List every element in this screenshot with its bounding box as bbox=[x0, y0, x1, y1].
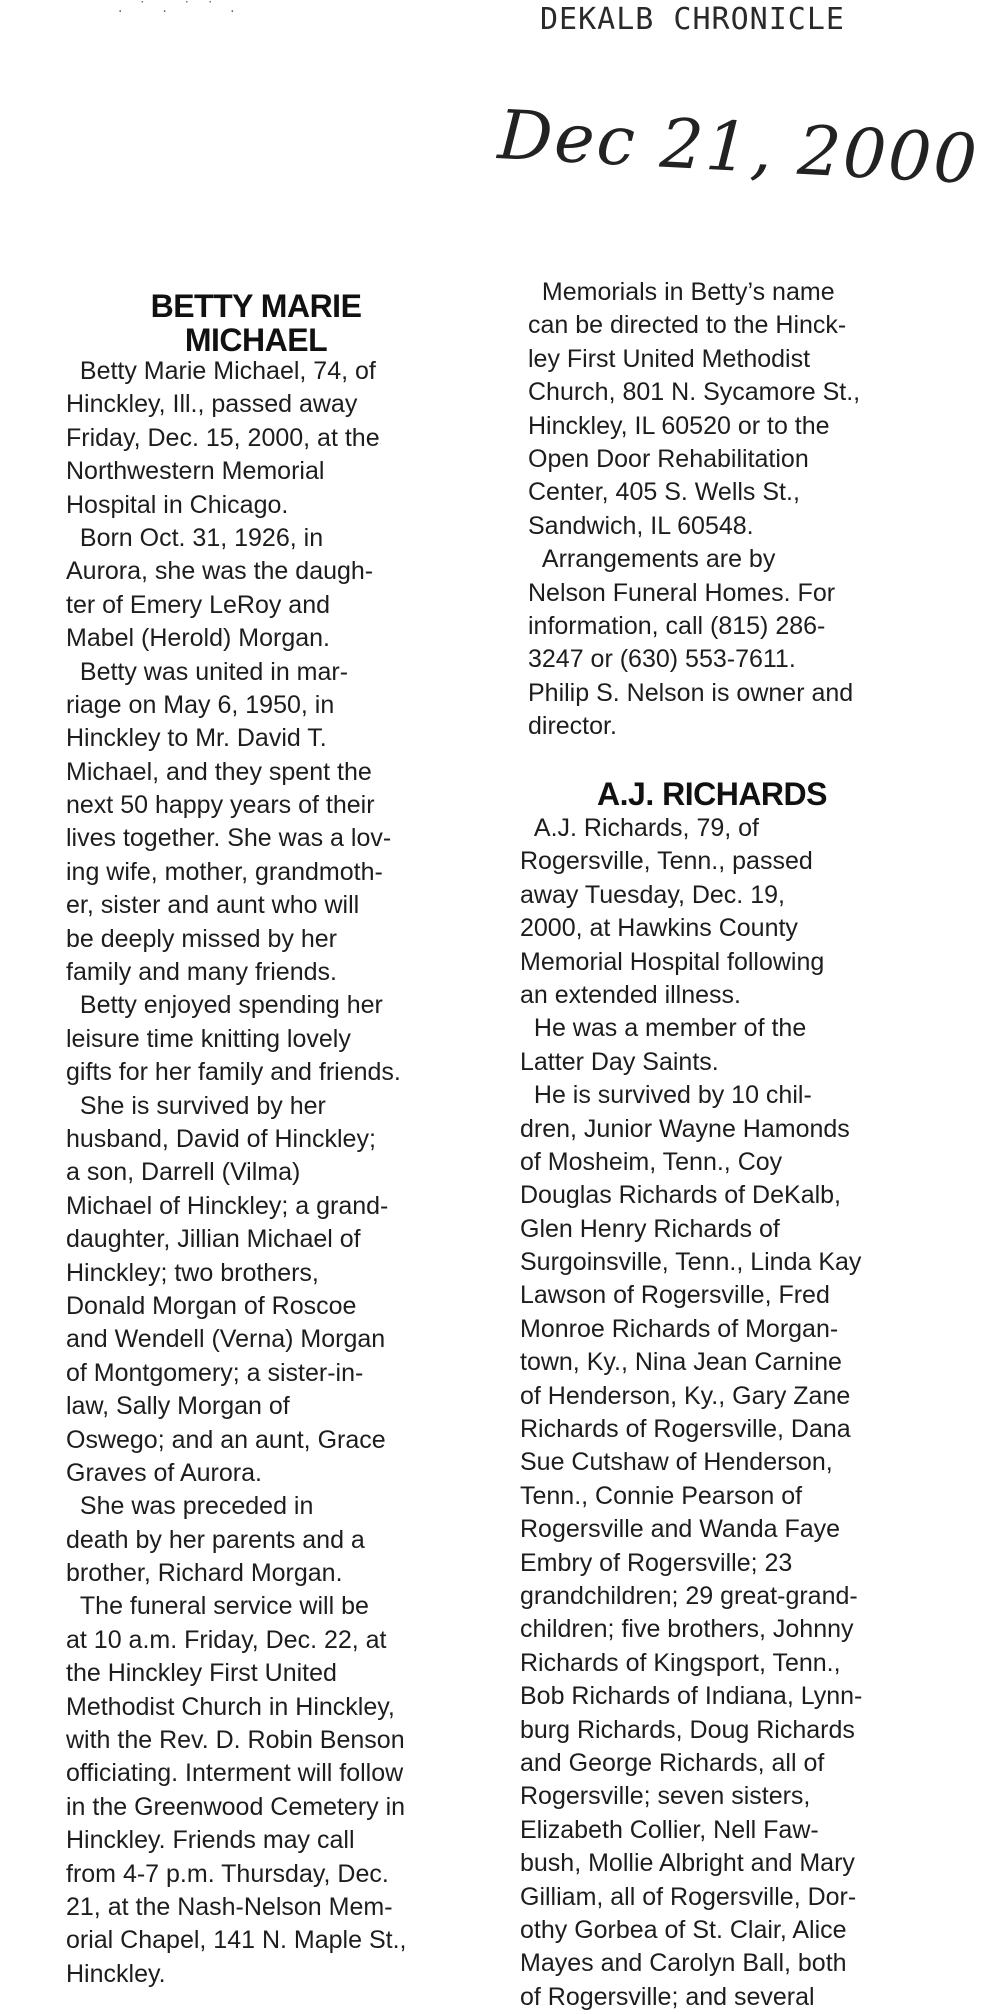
text-line: away Tuesday, Dec. 19, bbox=[520, 880, 785, 909]
text-line: can be directed to the Hinck- bbox=[528, 311, 847, 340]
text-line: and George Richards, all of bbox=[520, 1748, 825, 1777]
text-line: Methodist Church in Hinckley, bbox=[66, 1692, 395, 1721]
text-line: law, Sally Morgan of bbox=[66, 1392, 290, 1421]
text-line: Rogersville and Wanda Faye bbox=[520, 1515, 841, 1544]
text-line: Douglas Richards of DeKalb, bbox=[520, 1181, 841, 1210]
text-line: death by her parents and a bbox=[66, 1525, 365, 1554]
text-line: from 4-7 p.m. Thursday, Dec. bbox=[66, 1859, 389, 1888]
text-line: Hinckley. Friends may call bbox=[66, 1826, 355, 1855]
text-line: leisure time knitting lovely bbox=[66, 1024, 351, 1053]
text-line: Memorials in Betty’s name bbox=[528, 278, 835, 306]
text-line: 21, at the Nash-Nelson Mem- bbox=[66, 1892, 393, 1921]
text-line: Tenn., Connie Pearson of bbox=[520, 1481, 803, 1510]
text-line: He was a member of the bbox=[520, 1014, 807, 1043]
text-line: Aurora, she was the daugh- bbox=[66, 557, 374, 586]
text-line: Rogersville; seven sisters, bbox=[520, 1782, 811, 1811]
text-line: Richards of Rogersville, Dana bbox=[520, 1415, 851, 1444]
text-line: of Montgomery; a sister-in- bbox=[66, 1358, 364, 1387]
obituary-body-richards bbox=[520, 812, 900, 2014]
text-line: ter of Emery LeRoy and bbox=[66, 590, 331, 619]
text-line: Hinckley, IL 60520 or to the bbox=[528, 411, 830, 440]
text-line: Sue Cutshaw of Henderson, bbox=[520, 1448, 833, 1477]
text-line: Center, 405 S. Wells St., bbox=[528, 478, 800, 507]
text-line: town, Ky., Nina Jean Carnine bbox=[520, 1348, 842, 1377]
text-line: of Mosheim, Tenn., Coy bbox=[520, 1147, 783, 1176]
text-line: a son, Darrell (Vilma) bbox=[66, 1158, 301, 1187]
text-line: Nelson Funeral Homes. For bbox=[528, 578, 836, 607]
text-line: Northwestern Memorial bbox=[66, 457, 325, 486]
text-line: Hinckley; two brothers, bbox=[66, 1258, 319, 1287]
text-line: of Rogersville; and several bbox=[520, 1982, 815, 2011]
text-line: Open Door Rehabilitation bbox=[528, 444, 809, 473]
text-line: Donald Morgan of Roscoe bbox=[66, 1291, 357, 1320]
text-line: Sandwich, IL 60548. bbox=[528, 511, 754, 540]
text-line: Hinckley. bbox=[66, 1959, 166, 1988]
text-line: Michael of Hinckley; a grand- bbox=[66, 1191, 389, 1220]
obituary-heading-richards: A.J. RICHARDS bbox=[597, 776, 827, 812]
text-line: Born Oct. 31, 1926, in bbox=[66, 523, 324, 552]
obituary-body-betty-part1 bbox=[66, 355, 446, 1991]
text-line: Monroe Richards of Morgan- bbox=[520, 1314, 839, 1343]
text-line: at 10 a.m. Friday, Dec. 22, at bbox=[66, 1625, 387, 1654]
text-line: er, sister and aunt who will bbox=[66, 891, 360, 920]
text-line: with the Rev. D. Robin Benson bbox=[66, 1726, 405, 1755]
text-line: Michael, and they spent the bbox=[66, 757, 372, 786]
masthead: DEKALB CHRONICLE bbox=[540, 2, 845, 37]
obituary-heading-betty bbox=[66, 289, 446, 357]
obituary-body-betty-part2 bbox=[528, 276, 908, 743]
text-line: The funeral service will be bbox=[66, 1592, 369, 1621]
text-line: Lawson of Rogersville, Fred bbox=[520, 1281, 830, 1310]
text-line: ing wife, mother, grandmoth- bbox=[66, 857, 383, 886]
text-line: brother, Richard Morgan. bbox=[66, 1559, 343, 1588]
text-line: ley First United Methodist bbox=[528, 344, 811, 373]
text-line: Embry of Rogersville; 23 bbox=[520, 1548, 793, 1577]
text-line: daughter, Jillian Michael of bbox=[66, 1225, 361, 1254]
handwritten-date: Dec 21, 2000 bbox=[495, 96, 981, 201]
text-line: riage on May 6, 1950, in bbox=[66, 690, 335, 719]
text-line: of Henderson, Ky., Gary Zane bbox=[520, 1381, 851, 1410]
text-line: orial Chapel, 141 N. Maple St., bbox=[66, 1926, 407, 1955]
scan-specks: . ˙ . ˙ ˙ . bbox=[118, 0, 241, 16]
text-line: Betty enjoyed spending her bbox=[66, 991, 383, 1020]
text-line: burg Richards, Doug Richards bbox=[520, 1715, 855, 1744]
text-line: She is survived by her bbox=[66, 1091, 326, 1120]
text-line: Surgoinsville, Tenn., Linda Kay bbox=[520, 1248, 862, 1277]
text-line: Elizabeth Collier, Nell Faw- bbox=[520, 1815, 819, 1844]
text-line: grandchildren; 29 great-grand- bbox=[520, 1581, 858, 1610]
heading-line: MICHAEL bbox=[184, 322, 328, 358]
text-line: 2000, at Hawkins County bbox=[520, 914, 798, 943]
text-line: Rogersville, Tenn., passed bbox=[520, 847, 813, 876]
text-line: children; five brothers, Johnny bbox=[520, 1615, 854, 1644]
text-line: Friday, Dec. 15, 2000, at the bbox=[66, 423, 380, 452]
text-line: the Hinckley First United bbox=[66, 1659, 337, 1688]
text-line: Betty was united in mar- bbox=[66, 657, 349, 686]
text-line: Hinckley to Mr. David T. bbox=[66, 724, 327, 753]
text-line: She was preceded in bbox=[66, 1492, 314, 1521]
text-line: and Wendell (Verna) Morgan bbox=[66, 1325, 386, 1354]
text-line: Glen Henry Richards of bbox=[520, 1214, 780, 1243]
text-line: Philip S. Nelson is owner and bbox=[528, 678, 854, 707]
text-line: Mayes and Carolyn Ball, both bbox=[520, 1949, 847, 1978]
text-line: He is survived by 10 chil- bbox=[520, 1081, 812, 1110]
heading-line: BETTY MARIE bbox=[150, 288, 362, 324]
text-line: Bob Richards of Indiana, Lynn- bbox=[520, 1682, 863, 1711]
text-line: othy Gorbea of St. Clair, Alice bbox=[520, 1915, 847, 1944]
text-line: Gilliam, all of Rogersville, Dor- bbox=[520, 1882, 857, 1911]
text-line: dren, Junior Wayne Hamonds bbox=[520, 1114, 850, 1143]
text-line: A.J. Richards, 79, of bbox=[520, 814, 759, 842]
text-line: Mabel (Herold) Morgan. bbox=[66, 624, 330, 653]
text-line: be deeply missed by her bbox=[66, 924, 337, 953]
text-line: Hinckley, Ill., passed away bbox=[66, 390, 358, 419]
text-line: Latter Day Saints. bbox=[520, 1047, 719, 1076]
text-line: lives together. She was a lov- bbox=[66, 824, 392, 853]
text-line: husband, David of Hinckley; bbox=[66, 1124, 376, 1153]
text-line: an extended illness. bbox=[520, 980, 741, 1009]
text-line: Richards of Kingsport, Tenn., bbox=[520, 1648, 841, 1677]
text-line: director. bbox=[528, 712, 617, 741]
text-line: gifts for her family and friends. bbox=[66, 1058, 401, 1087]
text-line: officiating. Interment will follow bbox=[66, 1759, 404, 1788]
text-line: Church, 801 N. Sycamore St., bbox=[528, 378, 861, 407]
text-line: in the Greenwood Cemetery in bbox=[66, 1792, 406, 1821]
text-line: Betty Marie Michael, 74, of bbox=[66, 357, 376, 385]
text-line: 3247 or (630) 553-7611. bbox=[528, 645, 796, 674]
text-line: Oswego; and an aunt, Grace bbox=[66, 1425, 386, 1454]
text-line: Hospital in Chicago. bbox=[66, 490, 289, 519]
text-line: next 50 happy years of their bbox=[66, 791, 375, 820]
text-line: information, call (815) 286- bbox=[528, 611, 826, 640]
text-line: Arrangements are by bbox=[528, 545, 776, 574]
text-line: family and many friends. bbox=[66, 958, 337, 987]
text-line: Memorial Hospital following bbox=[520, 947, 825, 976]
text-line: bush, Mollie Albright and Mary bbox=[520, 1849, 855, 1878]
text-line: Graves of Aurora. bbox=[66, 1458, 262, 1487]
